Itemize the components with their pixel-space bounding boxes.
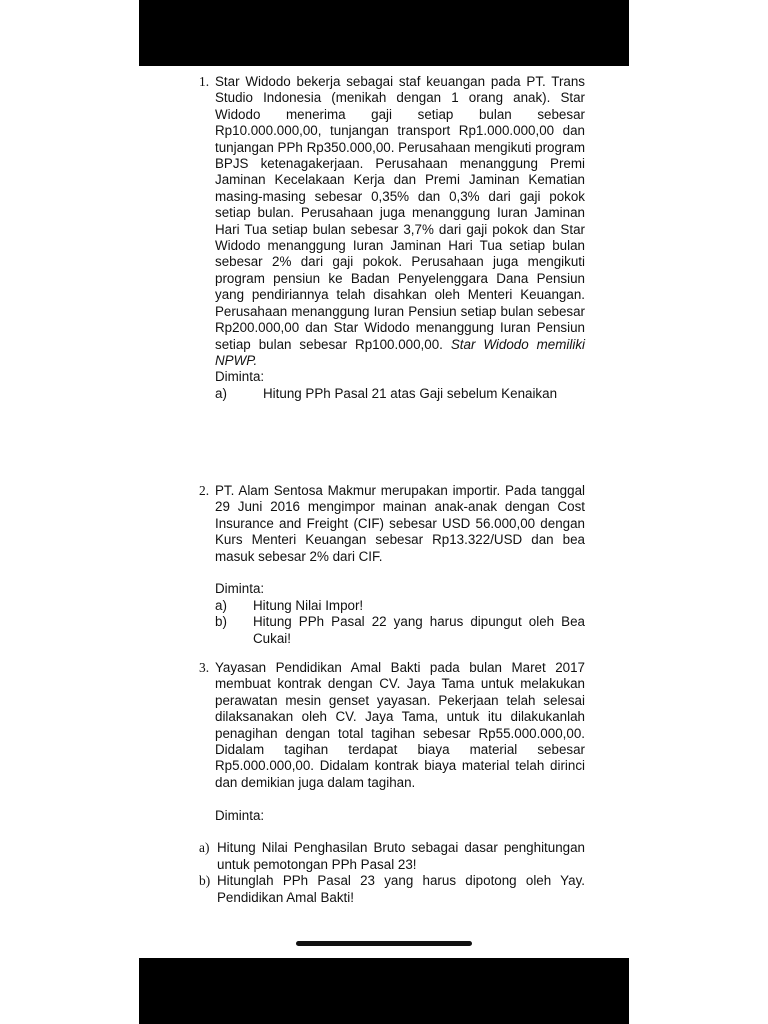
question-text: Star Widodo bekerja sebagai staf keuangan pada PT. Trans Studio Indonesia (menikah dengan 1 orang anak). Star Widodo menerima gaji setiap bulan sebesar Rp10.000.000,00, tunjangan transport Rp1.000.000,00 dan tunjangan PPh Rp350.000,00. Perusahaan mengikuti program BPJS ketenagakerjaan. Perusahaan menanggung Premi Jaminan Kecelakaan Kerja dan Premi Jaminan Kematian masing-masing sebesar 0,35% dan 0,3% dari gaji pokok setiap bulan. Perusahaan juga menanggung Iuran Jaminan Hari Tua setiap bulan sebesar 3,7% dari gaji pokok dan Star Widodo menanggung Iuran Jaminan Hari Tua setiap bulan sebesar 2% dari gaji pokok. Perusahaan juga mengikuti program pensiun ke Badan Penyelenggara Dana Pensiun yang pendiriannya telah disahkan oleh Menteri Keuangan. Perusahaan menanggung Iuran Pensiun setiap bulan sebesar Rp200.000,00 dan Star Widodo menanggung Iuran Pensiun setiap bulan sebesar Rp100.000,00. Star Widodo memiliki NPWP.	[215, 74, 585, 368]
list-item	[199, 840, 585, 873]
item-text: Hitung PPh Pasal 22 yang harus dipungut oleh Bea Cukai!	[253, 614, 585, 646]
item-label: a)	[215, 385, 227, 401]
diminta-label: Diminta:	[215, 581, 265, 597]
item-text: Hitung Nilai Penghasilan Bruto sebagai dasar penghitungan untuk pemotongan PPh Pasal 23!	[217, 840, 585, 872]
list-item	[199, 873, 585, 906]
list-item	[215, 598, 585, 614]
list-item	[215, 614, 585, 647]
question-1	[199, 74, 585, 402]
diminta-label: Diminta:	[215, 369, 265, 385]
question-text: PT. Alam Sentosa Makmur merupakan importir. Pada tanggal 29 Juni 2016 mengimpor mainan anak-anak dengan Cost Insurance and Freight (CIF) sebesar USD 56.000,00 dengan Kurs Menteri Keuangan sebesar Rp13.322/USD dan bea masuk sebesar 2% dari CIF.	[215, 483, 585, 564]
item-text: Hitung Nilai Impor!	[253, 597, 364, 613]
question-number: 3.	[199, 660, 210, 675]
item-label: b)	[215, 614, 227, 630]
top-black-bar	[139, 0, 629, 66]
list-item	[215, 386, 585, 402]
item-text: Hitung PPh Pasal 21 atas Gaji sebelum Kenaikan	[263, 385, 558, 401]
item-label: b)	[199, 873, 211, 889]
question-2	[199, 483, 585, 647]
question-number: 1.	[199, 74, 210, 89]
question-3	[199, 660, 585, 906]
npwp-note: Star Widodo memiliki NPWP.	[215, 336, 585, 368]
item-label: a)	[215, 597, 227, 613]
diminta-label: Diminta:	[215, 807, 265, 823]
home-indicator[interactable]	[296, 941, 472, 946]
question-number: 2.	[199, 483, 210, 498]
bottom-black-bar	[139, 958, 629, 1024]
item-text: Hitunglah PPh Pasal 23 yang harus dipotong oleh Yay. Pendidikan Amal Bakti!	[217, 873, 585, 905]
document-page	[0, 66, 768, 958]
question-text: Yayasan Pendidikan Amal Bakti pada bulan Maret 2017 membuat kontrak dengan CV. Jaya Tama untuk melakukan perawatan mesin genset yayasan. Pekerjaan telah selesai dilaksanakan oleh CV. Jaya Tama, untuk itu dilakukanlah penagihan dengan total tagihan sebesar Rp55.000.000,00. Didalam tagihan terdapat biaya material sebesar Rp5.000.000,00. Didalam kontrak biaya material telah dirinci dan demikian juga dalam tagihan.	[215, 660, 585, 790]
item-label: a)	[199, 840, 210, 856]
